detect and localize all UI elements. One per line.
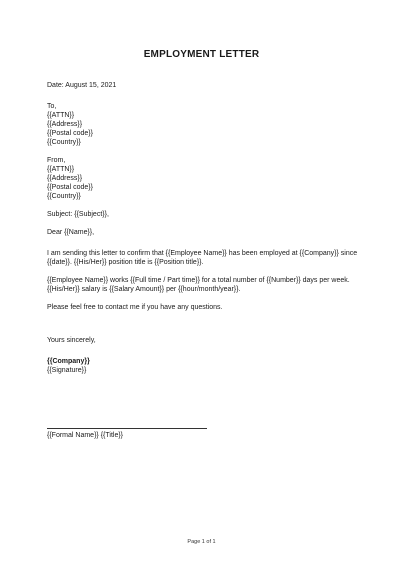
paragraph-1	[47, 249, 357, 267]
page-footer: Page 1 of 1	[187, 539, 216, 545]
sender-postal: {{Postal code}}	[47, 184, 93, 191]
recipient-country: {{Country}}	[47, 139, 81, 146]
paragraph-2-line-1: {{Employee Name}} works {{Full time / Part time}} for a total number of {{Number}} days per week.	[47, 277, 350, 284]
signature-rule	[47, 428, 207, 429]
sender-attn: {{ATTN}}	[47, 166, 75, 173]
paragraph-3: Please feel free to contact me if you have any questions.	[47, 304, 223, 311]
subject-line: Subject: {{Subject}},	[47, 211, 109, 218]
recipient-label: To,	[47, 103, 57, 110]
paragraph-1-line-1: I am sending this letter to confirm that {{Employee Name}} has been employed at {{Company}} since	[47, 250, 358, 257]
recipient-address: {{Address}}	[47, 121, 83, 128]
recipient-block	[47, 102, 357, 147]
paragraph-2	[47, 276, 357, 294]
company-name: {{Company}}	[47, 358, 90, 365]
sender-label: From,	[47, 157, 66, 164]
sender-address: {{Address}}	[47, 175, 83, 182]
signature-placeholder: {{Signature}}	[47, 367, 87, 374]
recipient-attn: {{ATTN}}	[47, 112, 75, 119]
formal-name-title: {{Formal Name}} {{Title}}	[47, 432, 124, 439]
paragraph-2-line-2: {{His/Her}} salary is {{Salary Amount}} per {{hour/month/year}}.	[47, 286, 241, 293]
sender-block	[47, 156, 357, 201]
sender-country: {{Country}}	[47, 193, 81, 200]
date-line: Date: August 15, 2021	[47, 82, 117, 89]
recipient-postal: {{Postal code}}	[47, 130, 93, 137]
closing: Yours sincerely,	[47, 337, 96, 344]
letter-body	[47, 81, 357, 375]
greeting: Dear {{Name}},	[47, 229, 95, 236]
paragraph-1-line-2: {{date}}. {{His/Her}} position title is {{Position title}}.	[47, 259, 204, 266]
page-title: EMPLOYMENT LETTER	[143, 49, 260, 60]
